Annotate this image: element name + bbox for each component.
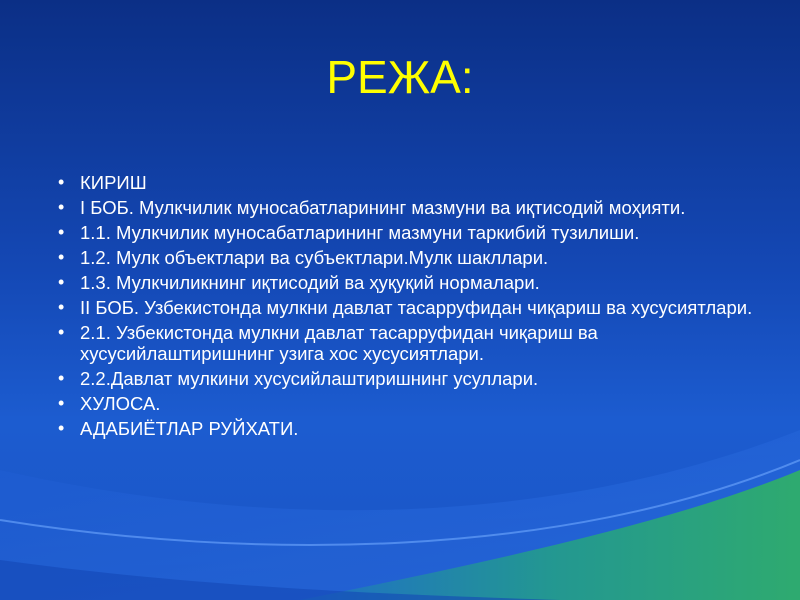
list-item [58, 222, 768, 243]
list-item [58, 197, 768, 218]
list-item [58, 322, 768, 364]
bullet-icon: • [58, 272, 65, 292]
list-item-text: II БОБ. Узбекистонда мулкни давлат тасарруфидан чиқариш ва хусусиятлари. [80, 297, 753, 318]
list-item-text: 1.2. Мулк объектлари ва субъектлари.Мулк шакллари. [80, 247, 549, 268]
list-item [58, 297, 768, 318]
list-item-text: 2.2.Давлат мулкини хусусийлаштиришнинг усуллари. [80, 368, 539, 389]
list-item-text: КИРИШ [80, 172, 147, 193]
bullet-icon: • [58, 222, 65, 242]
list-item [58, 393, 768, 414]
bullet-icon: • [58, 297, 65, 317]
list-item [58, 272, 768, 293]
list-item [58, 172, 768, 193]
list-item [58, 247, 768, 268]
list-item [58, 368, 768, 389]
bullet-icon: • [58, 172, 65, 192]
list-item [58, 418, 768, 439]
bullet-icon: • [58, 393, 65, 413]
bullet-icon: • [58, 368, 65, 388]
slide-title: РЕЖА: [326, 51, 474, 103]
list-item-text: 2.1. Узбекистонда мулкни давлат тасарруфидан чиқариш ва хусусийлаштиришнинг узига хос хусусиятлари. [80, 322, 598, 364]
list-item-text: 1.1. Мулкчилик муносабатларининг мазмуни таркибий тузилиши. [80, 222, 640, 243]
list-item-text: I БОБ. Мулкчилик муносабатларининг мазмуни ва иқтисодий моҳияти. [80, 197, 686, 218]
bullet-icon: • [58, 247, 65, 267]
bullet-icon: • [58, 418, 65, 438]
bullet-list [58, 172, 768, 443]
list-item-text: АДАБИЁТЛАР РУЙХАТИ. [80, 418, 299, 439]
list-item-text: 1.3. Мулкчиликнинг иқтисодий ва ҳуқуқий нормалари. [80, 272, 540, 293]
list-item-text: ХУЛОСА. [80, 393, 161, 414]
bullet-icon: • [58, 322, 65, 342]
bullet-icon: • [58, 197, 65, 217]
